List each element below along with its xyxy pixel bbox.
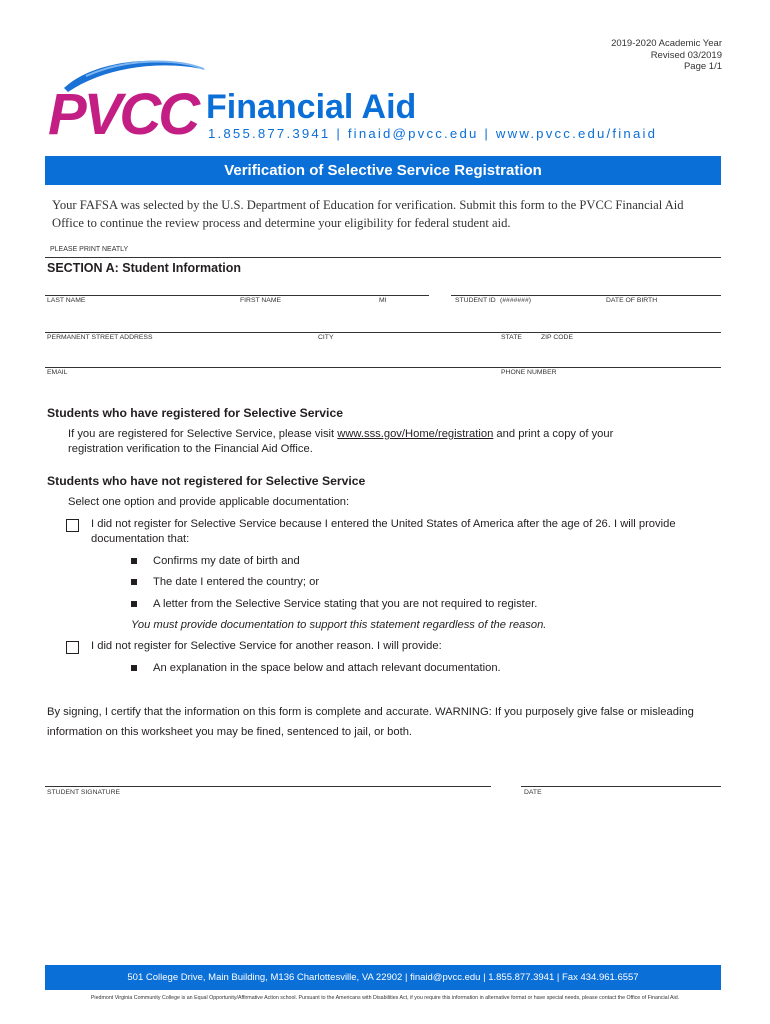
revision-date: Revised 03/2019 bbox=[650, 49, 722, 61]
student-id-label: STUDENT ID bbox=[455, 297, 496, 304]
student-signature-label: STUDENT SIGNATURE bbox=[47, 789, 121, 796]
option1-checkbox[interactable] bbox=[66, 519, 79, 532]
bullet-icon bbox=[131, 579, 137, 585]
last-name-label: LAST NAME bbox=[47, 297, 86, 304]
print-neatly-note: PLEASE PRINT NEATLY bbox=[50, 246, 129, 253]
academic-year: 2019-2020 Academic Year bbox=[611, 38, 722, 49]
registered-text-before: If you are registered for Selective Service, please visit bbox=[68, 428, 335, 440]
student-id-input-line[interactable] bbox=[451, 295, 721, 296]
footer-contact-bar: 501 College Drive, Main Building, M136 Charlottesville, VA 22902 | finaid@pvcc.edu | 1.855.877.3941 | Fax 434.961.6557 bbox=[45, 965, 721, 990]
form-title-banner: Verification of Selective Service Registration bbox=[45, 156, 721, 185]
not-registered-heading: Students who have not registered for Selective Service bbox=[47, 474, 366, 488]
divider bbox=[45, 257, 721, 258]
contact-input-line[interactable] bbox=[45, 367, 721, 368]
certification-line1: By signing, I certify that the information on this form is complete and accurate. WARNING: If you purposely give false or misleading bbox=[47, 706, 694, 718]
signature-input-line[interactable] bbox=[45, 786, 491, 787]
logo-pvcc-text: PVCC bbox=[48, 82, 198, 142]
date-input-line[interactable] bbox=[521, 786, 721, 787]
section-a-title: SECTION A: Student Information bbox=[47, 261, 241, 275]
registered-heading: Students who have registered for Selective Service bbox=[47, 406, 343, 420]
bullet-icon bbox=[131, 558, 137, 564]
registered-instructions bbox=[68, 427, 718, 457]
option1-text-line1: I did not register for Selective Service because I entered the United States of America after the age of 26. I will provide bbox=[91, 518, 676, 530]
first-name-label: FIRST NAME bbox=[240, 297, 282, 304]
zip-code-label: ZIP CODE bbox=[541, 334, 573, 341]
mi-label: MI bbox=[379, 297, 387, 304]
logo-financial-aid-title: Financial Aid bbox=[206, 88, 417, 126]
footer-fine-print: Piedmont Virginia Community College is an Equal Opportunity/Affirmative Action school. Pursuant to the Americans with Disabilities Act, if you require this information in alternative format or have special needs, please contact the Office of Financial Aid. bbox=[90, 995, 680, 1001]
date-of-birth-label: DATE OF BIRTH bbox=[606, 297, 658, 304]
registered-text-after: and print a copy of your bbox=[496, 428, 614, 440]
option1-note: You must provide documentation to support this statement regardless of the reason. bbox=[131, 619, 547, 631]
name-input-line[interactable] bbox=[45, 295, 429, 296]
certification-line2: information on this worksheet you may be fined, sentenced to jail, or both. bbox=[47, 726, 413, 738]
logo-contact-line: 1.855.877.3941 | finaid@pvcc.edu | www.pvcc.edu/finaid bbox=[208, 126, 658, 141]
pvcc-logo bbox=[46, 52, 686, 142]
option1-item-3: A letter from the Selective Service stating that you are not required to register. bbox=[153, 598, 538, 610]
bullet-icon bbox=[131, 601, 137, 607]
registered-text-line2: registration verification to the Financial Aid Office. bbox=[68, 443, 313, 455]
option2-checkbox[interactable] bbox=[66, 641, 79, 654]
option1-text-line2: documentation that: bbox=[91, 533, 190, 545]
street-address-label: PERMANENT STREET ADDRESS bbox=[47, 334, 153, 341]
address-input-line[interactable] bbox=[45, 332, 721, 333]
page-number: Page 1/1 bbox=[683, 61, 722, 72]
intro-paragraph: Your FAFSA was selected by the U.S. Department of Education for verification. Submit this form to the PVCC Financial Aid Office to continue the review process and determine your eligibility for federal student aid. bbox=[52, 198, 684, 230]
option1-item-2: The date I entered the country; or bbox=[153, 576, 320, 588]
city-label: CITY bbox=[318, 334, 334, 341]
bullet-icon bbox=[131, 665, 137, 671]
email-label: EMAIL bbox=[47, 369, 68, 376]
option1-item-1: Confirms my date of birth and bbox=[153, 555, 300, 567]
not-registered-instruction: Select one option and provide applicable documentation: bbox=[68, 496, 350, 508]
option2-item-1: An explanation in the space below and attach relevant documentation. bbox=[153, 662, 501, 674]
option2-text: I did not register for Selective Service for another reason. I will provide: bbox=[91, 640, 442, 652]
student-id-format-label: (#######) bbox=[500, 297, 531, 304]
signature-date-label: DATE bbox=[524, 789, 542, 796]
state-label: STATE bbox=[501, 334, 522, 341]
phone-number-label: PHONE NUMBER bbox=[501, 369, 557, 376]
sss-registration-link[interactable]: www.sss.gov/Home/registration bbox=[337, 428, 494, 440]
